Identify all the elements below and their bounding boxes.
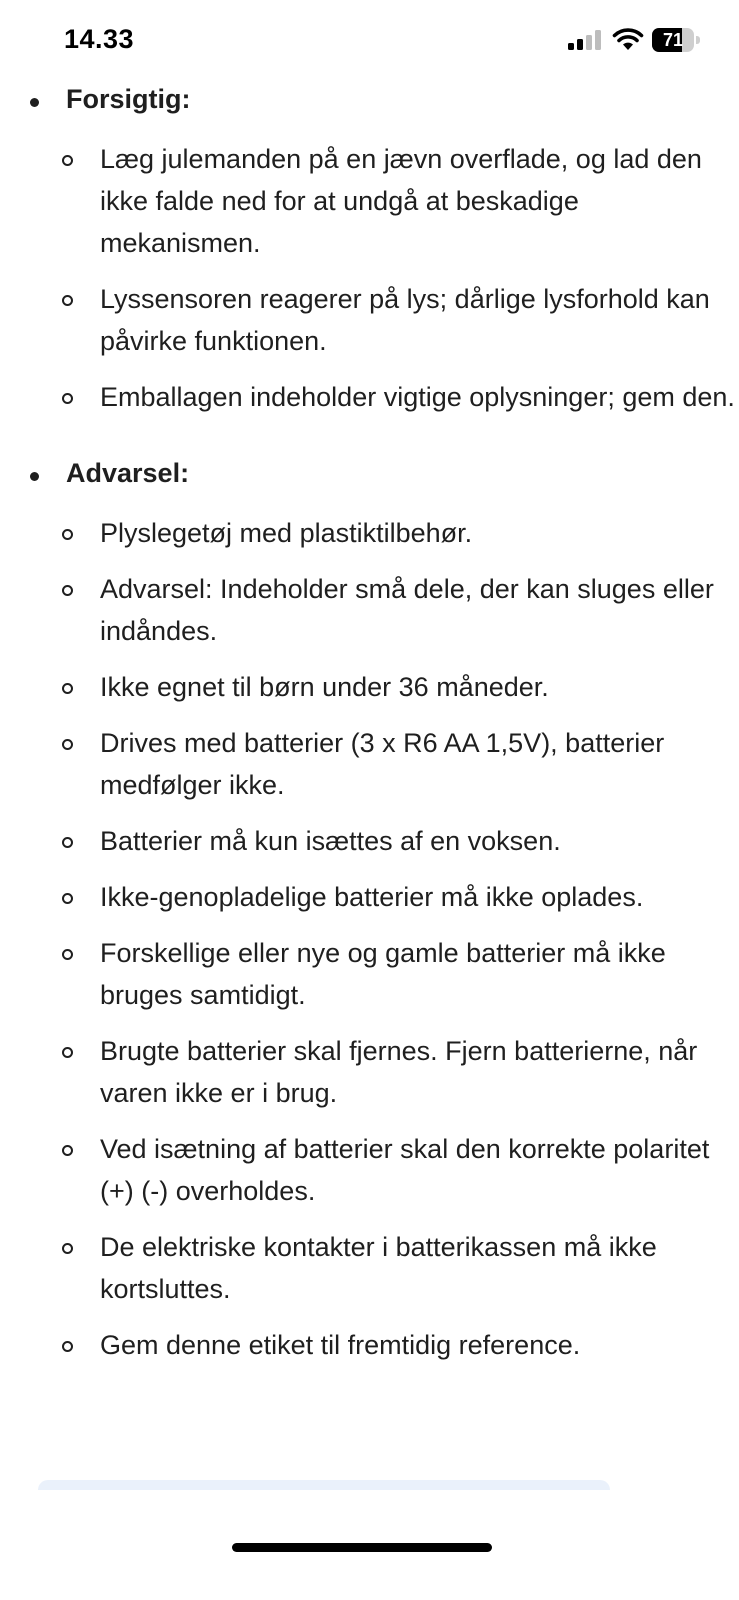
- bullet-circle-icon: [62, 529, 73, 540]
- section-advarsel: [26, 454, 739, 1366]
- bullet-circle-icon: [62, 1243, 73, 1254]
- section-header: [26, 454, 739, 498]
- wifi-icon: [612, 27, 644, 51]
- bullet-disc-icon: [30, 472, 39, 481]
- bullet-circle-icon: [62, 585, 73, 596]
- bullet-circle-icon: [62, 1145, 73, 1156]
- bullet-circle-icon: [62, 683, 73, 694]
- list-item: Advarsel: Indeholder små dele, der kan sluges eller indåndes.: [26, 568, 739, 652]
- list-item: Lyssensoren reagerer på lys; dårlige lysforhold kan påvirke funktionen.: [26, 278, 739, 362]
- bullet-circle-icon: [62, 837, 73, 848]
- list-item: Drives med batterier (3 x R6 AA 1,5V), batterier medfølger ikke.: [26, 722, 739, 806]
- bullet-circle-icon: [62, 1047, 73, 1058]
- list-item: Gem denne etiket til fremtidig reference.: [26, 1324, 739, 1366]
- bullet-circle-icon: [62, 155, 73, 166]
- list-item: De elektriske kontakter i batterikassen må ikke kortsluttes.: [26, 1226, 739, 1310]
- battery-icon: [652, 28, 700, 52]
- cellular-signal-icon: [568, 30, 602, 50]
- bullet-circle-icon: [62, 1341, 73, 1352]
- list-item: Ikke egnet til børn under 36 måneder.: [26, 666, 739, 708]
- home-indicator[interactable]: [232, 1543, 492, 1552]
- bullet-circle-icon: [62, 295, 73, 306]
- bullet-circle-icon: [62, 739, 73, 750]
- list-item: Ikke-genopladelige batterier må ikke oplades.: [26, 876, 739, 918]
- section-title: Forsigtig:: [66, 84, 191, 114]
- bottom-card[interactable]: [38, 1480, 610, 1490]
- list-item: Læg julemanden på en jævn overflade, og lad den ikke falde ned for at undgå at beskadige mekanismen.: [26, 138, 739, 264]
- section-header: [26, 80, 739, 124]
- list-item: Forskellige eller nye og gamle batterier må ikke bruges samtidigt.: [26, 932, 739, 1016]
- list-item: Ved isætning af batterier skal den korrekte polaritet (+) (-) overholdes.: [26, 1128, 739, 1212]
- status-time: 14.33: [64, 24, 135, 54]
- bullet-circle-icon: [62, 393, 73, 404]
- battery-level: 71: [662, 30, 684, 50]
- list-item: Brugte batterier skal fjernes. Fjern batterierne, når varen ikke er i brug.: [26, 1030, 739, 1114]
- list-item: Emballagen indeholder vigtige oplysninger; gem den.: [26, 376, 739, 418]
- content: [0, 80, 739, 1380]
- bullet-circle-icon: [62, 949, 73, 960]
- status-bar: [0, 0, 739, 80]
- caution-list: [26, 138, 739, 418]
- bullet-circle-icon: [62, 893, 73, 904]
- section-title: Advarsel:: [66, 458, 190, 488]
- bullet-disc-icon: [30, 98, 39, 107]
- section-forsigtig: [26, 80, 739, 418]
- list-item: Batterier må kun isættes af en voksen.: [26, 820, 739, 862]
- warning-list: [26, 512, 739, 1366]
- list-item: Plyslegetøj med plastiktilbehør.: [26, 512, 739, 554]
